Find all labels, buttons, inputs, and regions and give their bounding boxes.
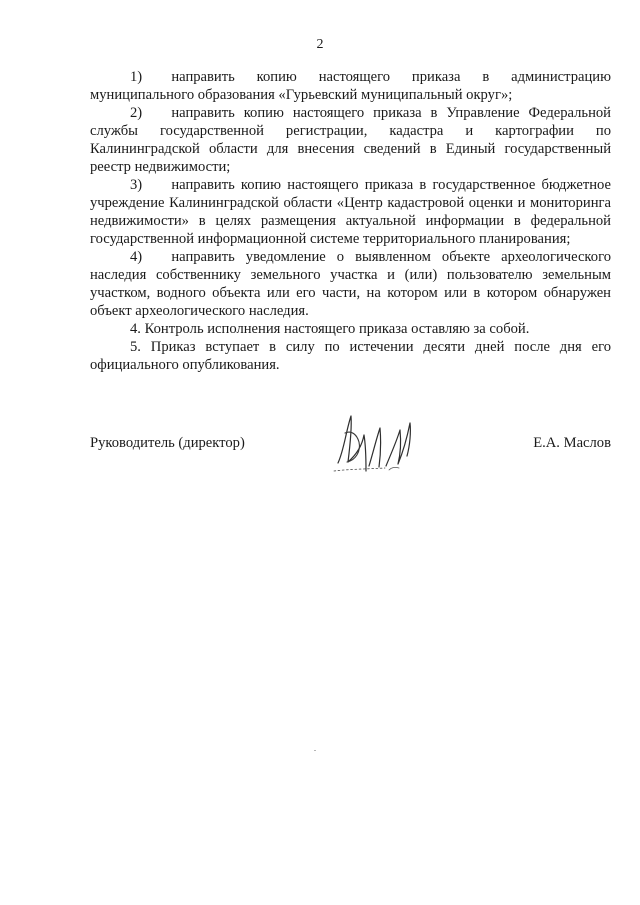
clause-effective-date: 5. Приказ вступает в силу по истечении десяти дней после дня его официального опубликования. xyxy=(90,339,611,373)
signature-block xyxy=(90,428,611,488)
scan-dot-mark xyxy=(314,750,316,751)
list-item-4: 4) направить уведомление о выявленном объекте археологического наследия собственнику земельного участка и (или) пользователю земельным участком, водного объекта или его части, на котором или в котором обнаружен объект археологического наследия. xyxy=(90,249,611,319)
handwritten-signature-icon xyxy=(326,407,416,477)
signer-position: Руководитель (директор) xyxy=(90,435,245,451)
signer-name: Е.А. Маслов xyxy=(533,435,611,451)
list-item-1: 1) направить копию настоящего приказа в администрацию муниципального образования «Гурьевский муниципальный округ»; xyxy=(90,69,611,103)
document-body xyxy=(90,68,611,374)
list-item-3: 3) направить копию настоящего приказа в государственное бюджетное учреждение Калининградской области «Центр кадастровой оценки и мониторинга недвижимости» в целях размещения актуальной информации в федеральной государственной информационной системе территориального планирования; xyxy=(90,177,611,247)
clause-control: 4. Контроль исполнения настоящего приказа оставляю за собой. xyxy=(130,321,530,337)
list-item-2: 2) направить копию настоящего приказа в Управление Федеральной службы государственной регистрации, кадастра и картографии по Калининградской области для внесения сведений в Единый государственный реестр недвижимости; xyxy=(90,105,611,175)
page-number: 2 xyxy=(316,37,324,52)
